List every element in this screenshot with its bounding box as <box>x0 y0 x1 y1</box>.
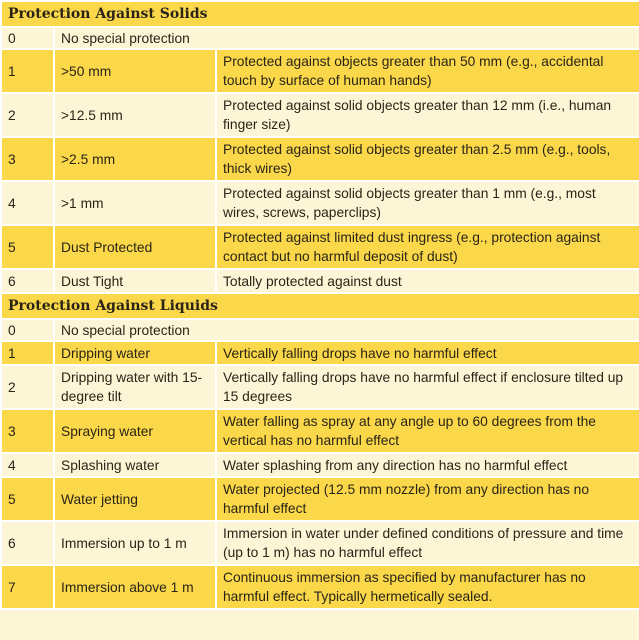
protection-name: Splashing water <box>54 453 216 477</box>
ip-code: 4 <box>1 453 54 477</box>
protection-name: Spraying water <box>54 409 216 453</box>
ip-code: 6 <box>1 521 54 565</box>
ip-code: 5 <box>1 477 54 521</box>
ip-code: 1 <box>1 341 54 365</box>
liquids-section-header <box>1 293 639 319</box>
table-row <box>1 477 639 521</box>
ip-code: 0 <box>1 27 54 49</box>
protection-name: Dripping water <box>54 341 216 365</box>
protection-description: Protected against objects greater than 50 mm (e.g., accidental touch by surface of human hands) <box>216 49 639 93</box>
protection-name: >12.5 mm <box>54 93 216 137</box>
protection-name: >1 mm <box>54 181 216 225</box>
table-row <box>1 319 639 341</box>
protection-name: No special protection <box>54 319 639 341</box>
table-row <box>1 565 639 609</box>
ip-code: 7 <box>1 565 54 609</box>
protection-name: Immersion above 1 m <box>54 565 216 609</box>
protection-description: Protected against solid objects greater than 2.5 mm (e.g., tools, thick wires) <box>216 137 639 181</box>
table-row <box>1 181 639 225</box>
protection-description: Protected against solid objects greater than 1 mm (e.g., most wires, screws, paperclips) <box>216 181 639 225</box>
protection-description: Continuous immersion as specified by manufacturer has no harmful effect. Typically hermetically sealed. <box>216 565 639 609</box>
table-row <box>1 453 639 477</box>
table-row <box>1 225 639 269</box>
table-row <box>1 137 639 181</box>
ip-code: 3 <box>1 409 54 453</box>
table-row <box>1 341 639 365</box>
table-row <box>1 365 639 409</box>
protection-name: Dripping water with 15-degree tilt <box>54 365 216 409</box>
protection-description: Vertically falling drops have no harmful effect <box>216 341 639 365</box>
protection-name: No special protection <box>54 27 639 49</box>
solids-section-header <box>1 1 639 27</box>
solids-section-title: Protection Against Solids <box>1 1 639 27</box>
table-row <box>1 269 639 293</box>
protection-name: Dust Protected <box>54 225 216 269</box>
protection-name: >2.5 mm <box>54 137 216 181</box>
protection-description: Protected against solid objects greater than 12 mm (i.e., human finger size) <box>216 93 639 137</box>
ip-code: 2 <box>1 365 54 409</box>
protection-description: Water falling as spray at any angle up to 60 degrees from the vertical has no harmful effect <box>216 409 639 453</box>
liquids-section-title: Protection Against Liquids <box>1 293 639 319</box>
protection-description: Totally protected against dust <box>216 269 639 293</box>
protection-description: Protected against limited dust ingress (e.g., protection against contact but no harmful deposit of dust) <box>216 225 639 269</box>
protection-description: Vertically falling drops have no harmful effect if enclosure tilted up 15 degrees <box>216 365 639 409</box>
table-row <box>1 409 639 453</box>
ip-code: 1 <box>1 49 54 93</box>
ip-code: 5 <box>1 225 54 269</box>
table-row <box>1 93 639 137</box>
ip-code: 3 <box>1 137 54 181</box>
protection-name: Dust Tight <box>54 269 216 293</box>
protection-description: Water projected (12.5 mm nozzle) from any direction has no harmful effect <box>216 477 639 521</box>
protection-description: Immersion in water under defined conditions of pressure and time (up to 1 m) has no harmful effect <box>216 521 639 565</box>
ip-code: 0 <box>1 319 54 341</box>
protection-name: Immersion up to 1 m <box>54 521 216 565</box>
protection-name: Water jetting <box>54 477 216 521</box>
table-row <box>1 521 639 565</box>
ip-code: 2 <box>1 93 54 137</box>
table-row <box>1 49 639 93</box>
ip-code: 6 <box>1 269 54 293</box>
protection-name: >50 mm <box>54 49 216 93</box>
ip-code: 4 <box>1 181 54 225</box>
table-row <box>1 27 639 49</box>
protection-description: Water splashing from any direction has no harmful effect <box>216 453 639 477</box>
